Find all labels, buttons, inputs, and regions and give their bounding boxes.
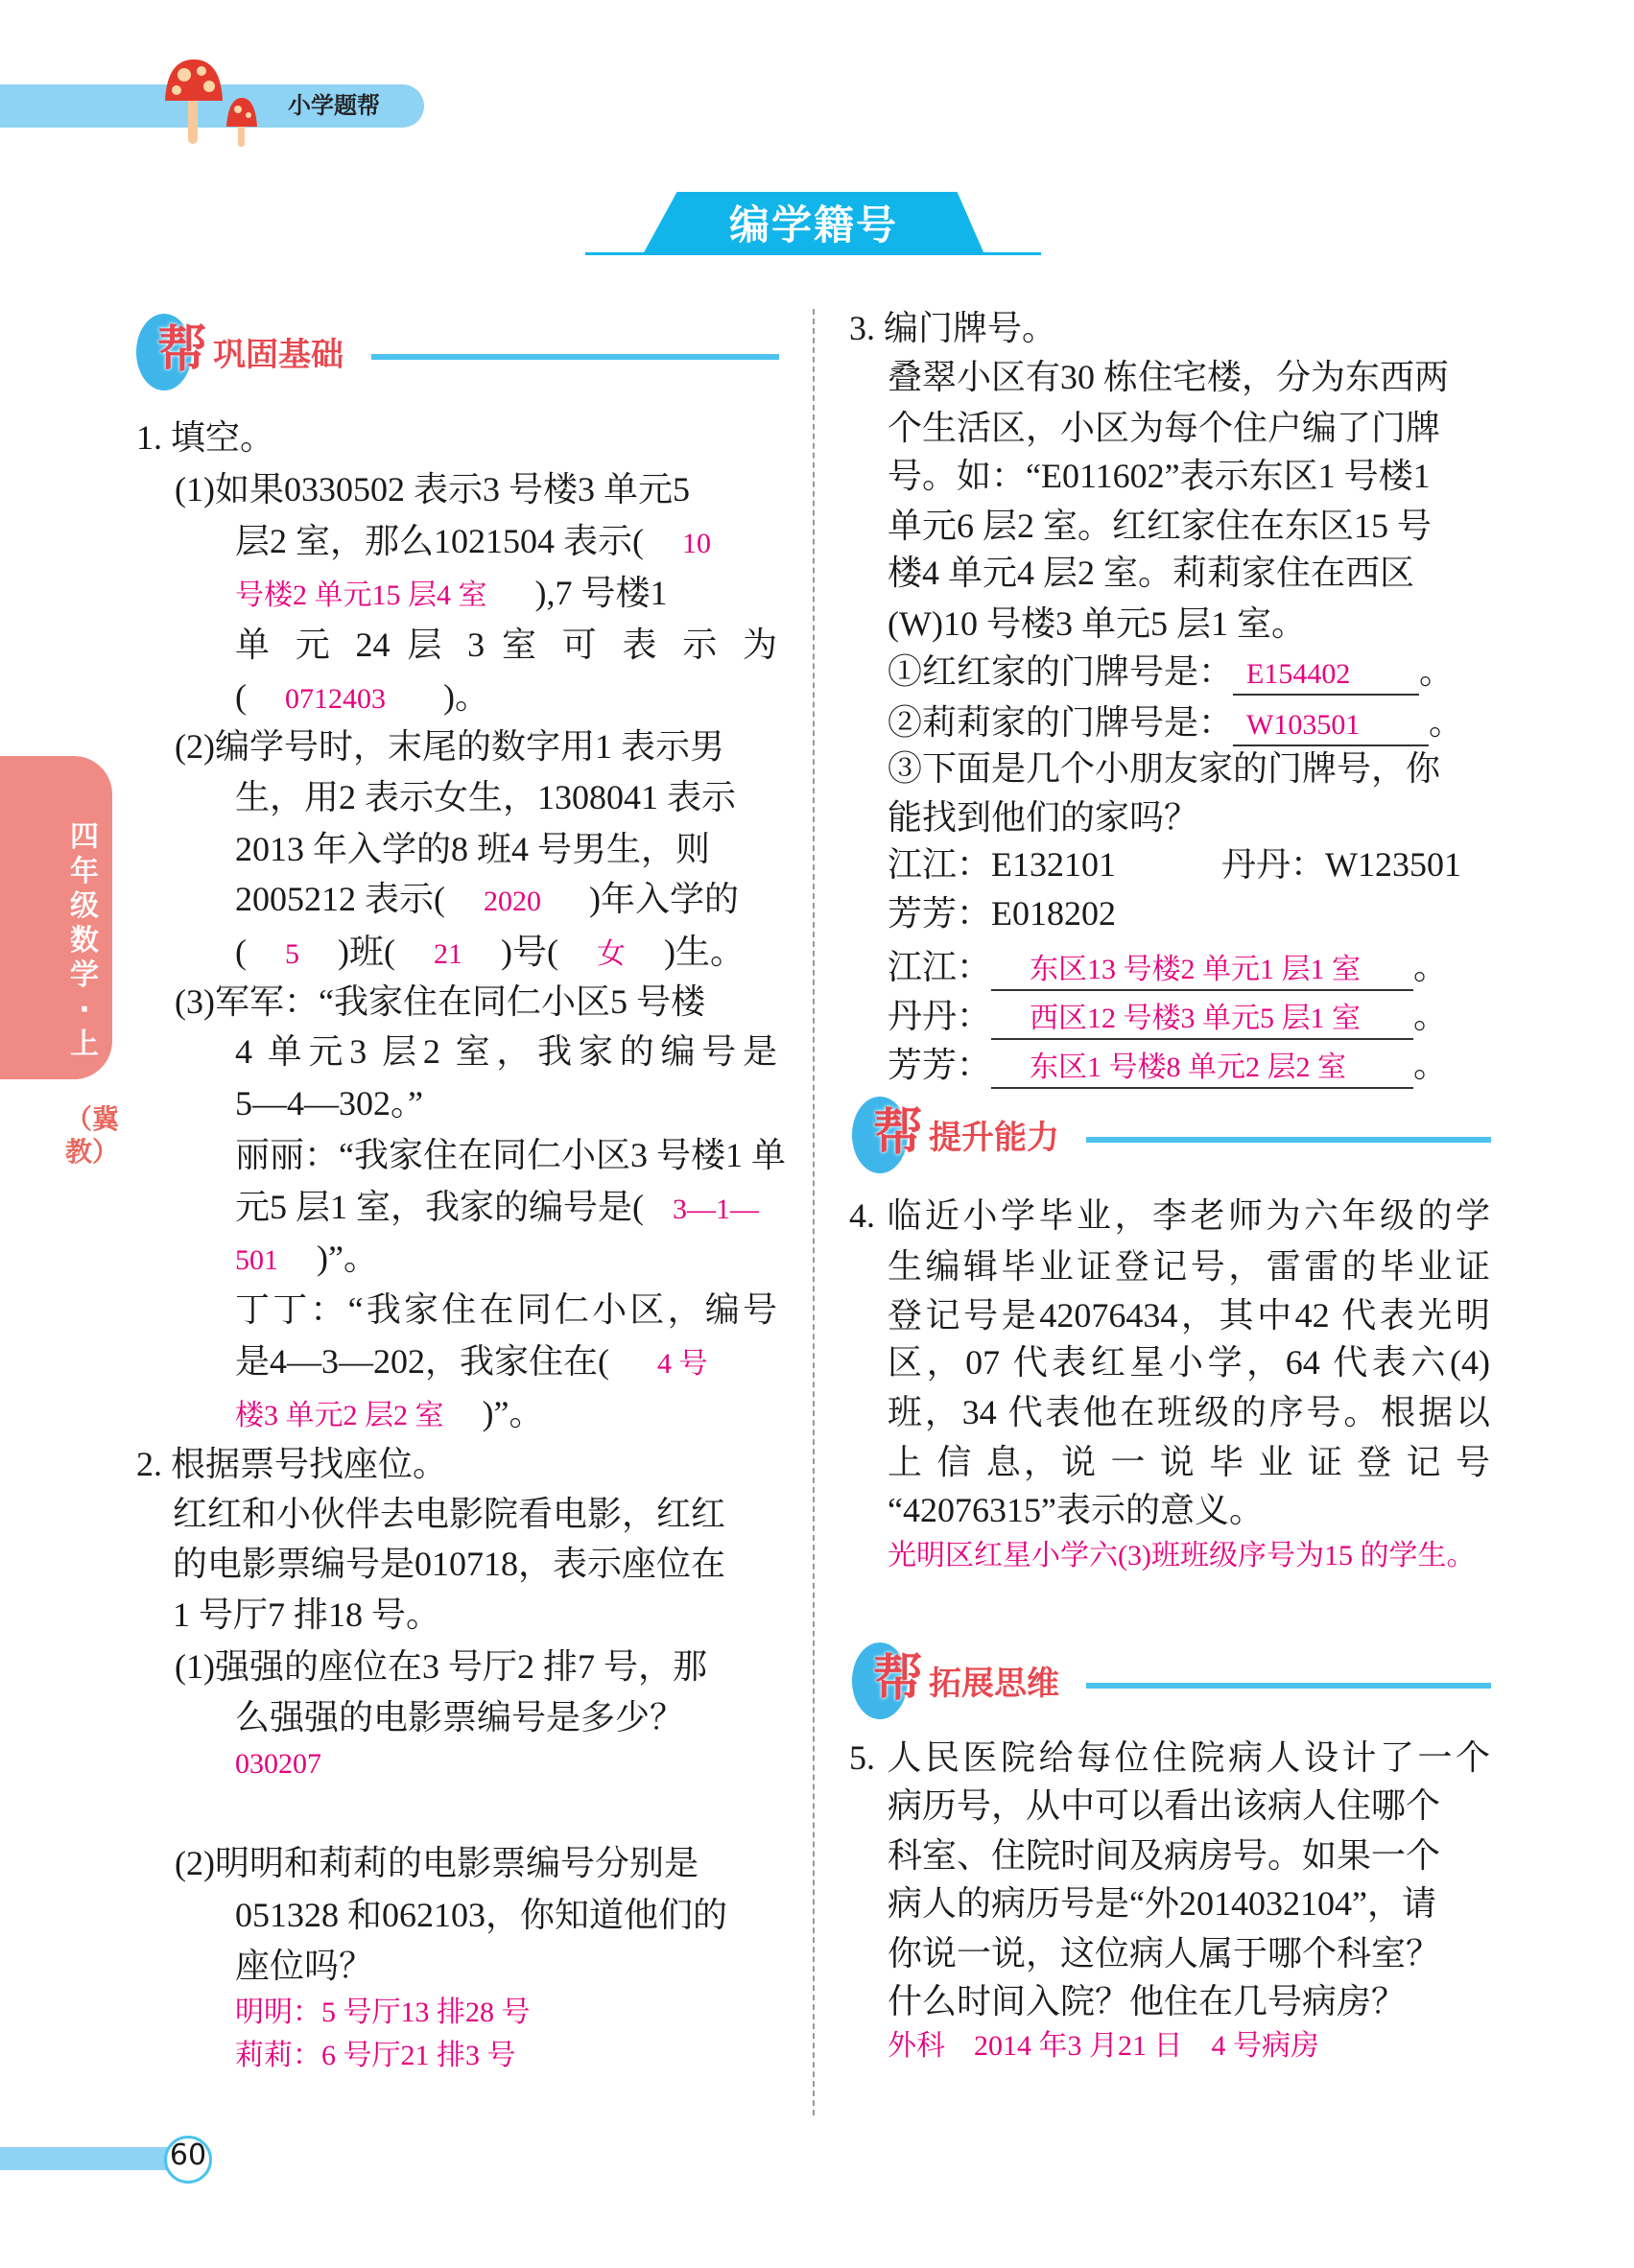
q3-answer-line — [888, 942, 1490, 992]
answer: 楼3 单元2 层2 室 — [235, 1400, 444, 1431]
text: )号( — [500, 933, 558, 971]
q1-title: 1. 填空。 — [136, 418, 275, 457]
section-title: 巩固基础 — [213, 336, 343, 374]
q1-p2-line: 生，用2 表示女生，1308041 表示 — [235, 778, 737, 816]
text: 是4—3—202，我家住在( — [235, 1342, 609, 1381]
q1-p3-line — [235, 1336, 777, 1386]
section-title: 拓展思维 — [929, 1665, 1059, 1703]
q1-p2-line: 2013 年入学的8 班4 号男生，则 — [235, 830, 711, 868]
answer: 4 号 — [657, 1348, 708, 1380]
section-title: 提升能力 — [929, 1119, 1059, 1157]
q4-line: 生编辑毕业证登记号，雷雷的毕业证 — [888, 1247, 1490, 1286]
q3-code: 芳芳：E018202 — [888, 894, 1116, 933]
q5-line: 病历号，从中可以看出该病人住哪个 — [888, 1786, 1441, 1825]
q3-sub1 — [888, 647, 1490, 697]
q3-intro-line: 叠翠小区有30 栋住宅楼，分为东西两 — [888, 358, 1450, 396]
q1-p3-line — [235, 1388, 777, 1438]
q4-line: 班，34 代表他在班级的序号。根据以 — [888, 1393, 1490, 1431]
text: )”。 — [317, 1239, 378, 1277]
text: 。 — [1413, 997, 1449, 1035]
q3-answer-line — [888, 991, 1490, 1041]
answer-blank — [991, 997, 1413, 1040]
q1-p1-line: 单 元 24 层 3 室 可 表 示 为 — [235, 626, 777, 664]
q1-p3-line: 5—4—302。” — [235, 1084, 423, 1122]
text: 。 — [1429, 703, 1464, 742]
text: ),7 号楼1 — [534, 574, 668, 612]
answer: 东区13 号楼2 单元1 层1 室 — [1030, 954, 1362, 985]
q2-p1-line: (1)强强的座位在3 号厅2 排7 号，那 — [175, 1647, 707, 1686]
q3-intro-line: 号。如：“E011602”表示东区1 号楼1 — [888, 457, 1431, 495]
text: 层2 室，那么1021504 表示( — [235, 522, 644, 560]
q2-p2-line: (2)明明和莉莉的电影票编号分别是 — [175, 1844, 699, 1882]
q2-title: 2. 根据票号找座位。 — [136, 1445, 448, 1483]
text: 。 — [1419, 652, 1455, 691]
answer: 女 — [596, 938, 626, 970]
brand-name: 小学题帮 — [288, 92, 380, 119]
side-grade-label: 四年级数学·上 — [70, 820, 99, 1061]
q1-p1-line — [235, 568, 777, 618]
text: 丹丹： — [888, 997, 992, 1035]
answer-blank — [991, 1046, 1413, 1089]
q5-line: 你说一说，这位病人属于哪个科室？ — [888, 1934, 1441, 1973]
q1-p1-line: (1)如果0330502 表示3 号楼3 单元5 — [175, 470, 690, 508]
q4-line: 登记号是42076434，其中42 代表光明 — [888, 1296, 1490, 1335]
q3-intro-line: (W)10 号楼3 单元5 层1 室。 — [888, 604, 1306, 643]
text: ( — [235, 933, 247, 971]
answer: 5 — [285, 938, 299, 970]
section-header-basics — [136, 314, 779, 390]
answer: 0712403 — [285, 683, 386, 715]
q1-p3-line: 丁丁：“我家住在同仁小区，编号 — [235, 1290, 777, 1329]
q1-p3-line — [235, 1182, 777, 1232]
q1-p2-line — [235, 927, 777, 977]
q3-title: 3. 编门牌号。 — [849, 309, 1057, 347]
answer: 西区12 号楼3 单元5 层1 室 — [1030, 1003, 1362, 1034]
q2-p2-answer: 明明：5 号厅13 排28 号 — [235, 1996, 531, 2028]
q3-intro-line: 个生活区，小区为每个住户编了门牌 — [888, 409, 1441, 447]
q2-p2-answer: 莉莉：6 号厅21 排3 号 — [235, 2040, 516, 2071]
q5-line: 什么时间入院？他住在几号病房？ — [888, 1982, 1407, 2020]
q2-p1-line: 么强强的电影票编号是多少？ — [235, 1698, 685, 1736]
answer-blank — [991, 948, 1413, 991]
q4-answer: 光明区红星小学六(3)班班级序号为15 的学生。 — [888, 1540, 1476, 1571]
page-number: 60 — [164, 2136, 212, 2184]
section-rule — [1086, 1137, 1491, 1143]
text: )。 — [443, 677, 489, 716]
text: 2005212 表示( — [235, 880, 445, 918]
page-title: 编学籍号 — [728, 201, 898, 248]
q2-intro-line: 1 号厅7 排18 号。 — [173, 1595, 441, 1634]
q1-p1-line — [235, 516, 777, 566]
answer-blank — [1233, 652, 1419, 696]
text: ①红红家的门牌号是： — [888, 652, 1234, 691]
section-badge-char: 帮 — [873, 1650, 924, 1708]
q5-line: 病人的病历号是“外2014032104”，请 — [888, 1884, 1436, 1923]
answer: 10 — [682, 528, 711, 559]
answer: 21 — [433, 938, 462, 970]
q3-intro-line: 楼4 单元4 层2 室。莉莉家住在西区 — [888, 554, 1415, 592]
section-rule — [371, 354, 779, 360]
section-badge-char: 帮 — [157, 321, 208, 379]
q3-code — [888, 839, 1490, 889]
q1-p2-line — [235, 874, 777, 924]
q2-intro-line: 的电影票编号是010718，表示座位在 — [173, 1545, 726, 1583]
answer-blank — [1233, 703, 1429, 746]
q1-p2-line: (2)编学号时，末尾的数字用1 表示男 — [175, 727, 724, 766]
text: 芳芳： — [888, 1046, 992, 1084]
q4-line: 4. 临近小学毕业，李老师为六年级的学 — [849, 1196, 1490, 1235]
text: 江江： — [888, 948, 992, 986]
footer-strip — [0, 2147, 187, 2170]
text: )年入学的 — [589, 880, 739, 918]
q5-answer: 外科 2014 年3 月21 日 4 号病房 — [888, 2030, 1319, 2062]
text: 江江：E132101 — [888, 845, 1116, 884]
q5-line: 5. 人民医院给每位住院病人设计了一个 — [849, 1738, 1490, 1777]
answer: E154402 — [1246, 658, 1351, 690]
text: 。 — [1413, 1046, 1449, 1084]
section-badge-char: 帮 — [873, 1104, 924, 1162]
answer: 3—1— — [673, 1193, 759, 1225]
answer: 号楼2 单元15 层4 室 — [235, 579, 487, 611]
q4-line: 上 信 息，说 一 说 毕 业 证 登 记 号 — [888, 1443, 1490, 1481]
answer: W103501 — [1246, 709, 1361, 741]
section-rule — [1086, 1683, 1491, 1689]
q3-sub3-line: ③下面是几个小朋友家的门牌号，你 — [888, 749, 1441, 788]
text: ( — [235, 677, 247, 716]
section-header-extend — [852, 1642, 1491, 1719]
answer: 2020 — [484, 886, 541, 917]
text: )班( — [338, 933, 395, 971]
q1-p1-line — [235, 672, 777, 721]
q2-p2-line: 座位吗？ — [235, 1947, 374, 1985]
q5-line: 科室、住院时间及病房号。如果一个 — [888, 1836, 1441, 1875]
answer: 东区1 号楼8 单元2 层2 室 — [1030, 1051, 1347, 1083]
q4-line: 区，07 代表红星小学，64 代表六(4) — [888, 1343, 1490, 1382]
q1-p3-line: (3)军军：“我家住在同仁小区5 号楼 — [175, 982, 705, 1021]
side-edition-label: （冀教） — [65, 1103, 120, 1168]
q3-intro-line: 单元6 层2 室。红红家住在东区15 号 — [888, 507, 1433, 545]
text: ②莉莉家的门牌号是： — [888, 703, 1234, 742]
section-header-improve — [852, 1097, 1491, 1173]
q3-sub3-line: 能找到他们的家吗？ — [888, 798, 1199, 837]
text: )”。 — [482, 1394, 544, 1432]
q2-p1-answer: 030207 — [235, 1748, 321, 1780]
text: )生。 — [663, 933, 745, 971]
q4-line: “42076315”表示的意义。 — [888, 1491, 1264, 1529]
text: 。 — [1413, 948, 1449, 986]
q1-p3-line — [235, 1233, 777, 1283]
q2-p2-line: 051328 和062103，你知道他们的 — [235, 1896, 728, 1934]
text: 丹丹：W123501 — [1221, 845, 1461, 884]
q1-p3-line: 4 单元3 层2 室，我家的编号是 — [235, 1032, 777, 1071]
q3-answer-line — [888, 1040, 1490, 1090]
mushroom-logo-icon — [163, 58, 278, 149]
answer: 501 — [235, 1244, 278, 1276]
text: 元5 层1 室，我家的编号是( — [235, 1188, 644, 1226]
title-underline — [585, 252, 1041, 255]
column-divider — [813, 309, 815, 2115]
q3-sub2 — [888, 697, 1490, 747]
q2-intro-line: 红红和小伙伴去电影院看电影，红红 — [173, 1495, 726, 1533]
q1-p3-line: 丽丽：“我家住在同仁小区3 号楼1 单 — [235, 1136, 786, 1174]
